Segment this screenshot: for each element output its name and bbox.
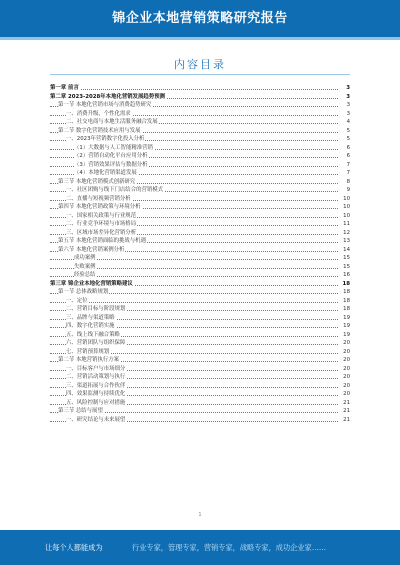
toc-entry[interactable]: [50, 297, 350, 306]
footer-slogan-right: 行业专家，管理专家，营销专家，战略专家，成功企业家……: [132, 543, 327, 552]
toc-list: [50, 84, 350, 424]
toc-entry[interactable]: [50, 110, 350, 119]
toc-entry-text: 第一节 本地化营销市场与消费趋势研究: [58, 102, 152, 108]
toc-entry-page: 20: [339, 356, 350, 365]
toc-entry-text: 第二章 2023-2028年本地化营销发展趋势预测: [50, 93, 165, 100]
toc-entry-text: （4）本地化营销渠道发展: [74, 170, 137, 176]
header-accent-band: [0, 37, 400, 40]
toc-entry-text: 五、风险控制与应对措施: [66, 399, 126, 406]
toc-entry-page: 3: [339, 93, 350, 102]
toc-leader-dots: [50, 89, 338, 90]
report-title: 锦企业本地营销策略研究报告: [112, 11, 288, 26]
toc-entry-page: 13: [339, 237, 350, 246]
toc-entry-page: 8: [339, 178, 350, 187]
toc-entry[interactable]: [50, 356, 350, 365]
toc-entry[interactable]: [50, 373, 350, 382]
toc-entry-page: 16: [339, 271, 350, 280]
toc-entry[interactable]: [50, 186, 350, 195]
toc-entry-text: 六、营销团队与组织保障: [66, 340, 126, 346]
toc-entry[interactable]: [50, 237, 350, 246]
toc-entry-text: （2）营销自动化平台应用分析: [74, 153, 148, 159]
toc-entry-page: 3: [339, 84, 350, 93]
toc-entry[interactable]: [50, 246, 350, 255]
toc-entry-page: 19: [339, 331, 350, 340]
toc-entry-page: 6: [339, 152, 350, 161]
footer-bar: [0, 530, 400, 565]
toc-entry-page: 7: [339, 161, 350, 170]
toc-entry[interactable]: [50, 280, 350, 289]
toc-entry[interactable]: [50, 195, 350, 204]
toc-entry-text: 七、营销预算规划: [66, 348, 110, 355]
toc-entry-text: 三、渠道拓展与合作伙伴: [66, 382, 126, 389]
page-number: 1: [198, 512, 202, 518]
toc-entry[interactable]: [50, 178, 350, 187]
toc-entry-text: 第一章 前言: [50, 85, 79, 91]
toc-entry[interactable]: [50, 399, 350, 408]
toc-entry[interactable]: [50, 254, 350, 263]
toc-entry-page: 15: [339, 254, 350, 263]
toc-entry-page: 20: [339, 365, 350, 374]
toc-entry[interactable]: [50, 305, 350, 314]
toc-entry-text: 四、效果监测与持续优化: [66, 391, 126, 397]
toc-entry[interactable]: [50, 288, 350, 297]
toc-entry[interactable]: [50, 118, 350, 127]
toc-entry-page: 11: [339, 220, 350, 229]
toc-entry-page: 15: [339, 263, 350, 272]
toc-entry[interactable]: [50, 339, 350, 348]
toc-entry-page: 21: [339, 416, 350, 425]
toc-entry-page: 9: [339, 186, 350, 195]
toc-entry-page: 3: [339, 101, 350, 110]
toc-entry[interactable]: [50, 229, 350, 238]
toc-entry-text: 二、营销活动策划与执行: [66, 374, 126, 380]
toc-entry-page: 20: [339, 348, 350, 357]
toc-entry-page: 19: [339, 322, 350, 331]
toc-entry-text: 一、国家相关政策与行业规范: [66, 212, 137, 219]
toc-entry-text: （3）营销效果评估与数据分析: [74, 161, 148, 168]
toc-entry[interactable]: [50, 212, 350, 221]
toc-entry-text: 第六节 本地化营销案例分析: [58, 246, 125, 253]
toc-entry-text: 二、行业竞争环境与市场格局: [66, 221, 137, 227]
toc-entry-text: 经验总结: [74, 272, 96, 278]
toc-entry-page: 5: [339, 135, 350, 144]
toc-entry-text: 第一节 总体战略规划: [58, 289, 109, 295]
toc-entry[interactable]: [50, 263, 350, 272]
toc-entry-text: 第五节 本地化营销面临的挑战与机遇: [58, 238, 146, 244]
toc-entry-page: 10: [339, 212, 350, 221]
toc-entry[interactable]: [50, 203, 350, 212]
toc-entry-page: 10: [339, 195, 350, 204]
toc-entry-text: 二、营销目标与阶段规划: [66, 306, 126, 312]
toc-entry-text: 一、社区团购与线下门店结合的营销模式: [66, 187, 164, 193]
toc-entry-text: （1）大数据与人工智能精准营销: [74, 144, 153, 151]
toc-entry-page: 18: [339, 297, 350, 306]
toc-entry-page: 18: [339, 305, 350, 314]
toc-entry-page: 20: [339, 339, 350, 348]
toc-entry-text: 第三节 本地化营销模式创新研究: [58, 178, 136, 185]
toc-entry[interactable]: [50, 407, 350, 416]
toc-entry[interactable]: [50, 152, 350, 161]
toc-leader-dots: [50, 302, 338, 303]
toc-entry-page: 21: [339, 407, 350, 416]
toc-entry-page: 20: [339, 382, 350, 391]
toc-entry-text: 第三章 锦企业本地化营销策略建议: [50, 280, 133, 287]
toc-entry-page: 14: [339, 246, 350, 255]
toc-entry[interactable]: [50, 161, 350, 170]
toc-entry-text: 第二节 数字化营销技术应用与发展: [58, 127, 141, 134]
toc-entry[interactable]: [50, 365, 350, 374]
toc-title: 内容目录: [174, 58, 226, 71]
toc-entry-page: 10: [339, 203, 350, 212]
toc-entry-page: 7: [339, 169, 350, 178]
toc-entry[interactable]: [50, 84, 350, 93]
toc-entry-page: 12: [339, 229, 350, 238]
toc-entry[interactable]: [50, 390, 350, 399]
toc-entry-page: 6: [339, 144, 350, 153]
toc-entry[interactable]: [50, 416, 350, 425]
toc-entry-page: 19: [339, 314, 350, 323]
toc-entry[interactable]: [50, 348, 350, 357]
toc-entry-text: 三、品牌与渠道策略: [66, 314, 115, 321]
toc-entry[interactable]: [50, 135, 350, 144]
toc-entry-page: 3: [339, 110, 350, 119]
toc-entry[interactable]: [50, 322, 350, 331]
toc-entry-page: 4: [339, 118, 350, 127]
toc-entry-page: 21: [339, 399, 350, 408]
toc-entry-page: 5: [339, 127, 350, 136]
toc-entry-text: 第三节 总结与展望: [58, 408, 103, 414]
toc-entry-page: 18: [339, 280, 350, 289]
toc-entry[interactable]: [50, 220, 350, 229]
toc-entry-page: 20: [339, 390, 350, 399]
toc-entry-text: 一、定位: [66, 297, 88, 304]
toc-entry-text: 一、消费升级，个性化需求: [66, 110, 131, 117]
toc-divider: [50, 74, 350, 75]
toc-entry-text: 第四节 本地化营销政策与环境分析: [58, 204, 141, 210]
toc-entry-text: 一、研究结论与未来展望: [66, 416, 126, 423]
toc-entry[interactable]: [50, 314, 350, 323]
toc-entry-text: 五、线上线下融合策略: [66, 331, 120, 338]
toc-entry-text: 四、数字化营销实施: [66, 323, 115, 329]
toc-entry-page: 18: [339, 288, 350, 297]
toc-entry[interactable]: [50, 144, 350, 153]
toc-entry[interactable]: [50, 331, 350, 340]
toc-entry-page: 20: [339, 373, 350, 382]
toc-entry[interactable]: [50, 101, 350, 110]
footer-slogan-left: 让每个人都能成为: [45, 543, 103, 552]
toc-entry-text: 一、2023年营销数字化投入分析: [66, 136, 145, 142]
toc-entry-text: 二、直播与短视频营销分析: [66, 195, 131, 202]
toc-entry[interactable]: [50, 169, 350, 178]
toc-entry-text: 成功案例: [74, 255, 96, 261]
toc-entry[interactable]: [50, 271, 350, 280]
toc-entry[interactable]: [50, 382, 350, 391]
toc-entry-text: 一、目标客户与市场细分: [66, 365, 126, 372]
toc-entry-text: 三、区域市场差异化营销分析: [66, 229, 137, 236]
toc-entry[interactable]: [50, 93, 350, 102]
toc-entry-text: 失败案例: [74, 263, 96, 270]
toc-entry-text: 二、社交电商与本地生活服务融合发展: [66, 119, 158, 125]
header-bar: [0, 0, 400, 37]
toc-entry[interactable]: [50, 127, 350, 136]
toc-entry-text: 第二节 本地营销执行方案: [58, 357, 120, 363]
